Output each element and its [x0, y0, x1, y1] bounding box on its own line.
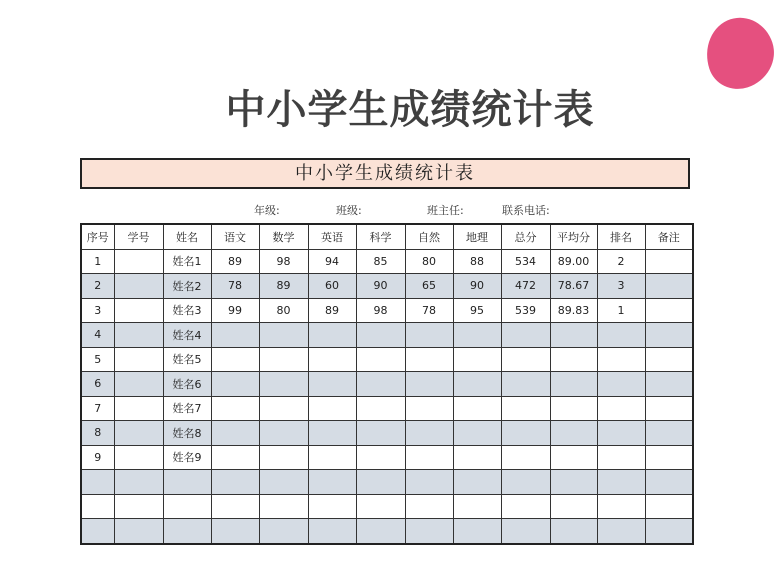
table-cell[interactable]: 89: [211, 249, 259, 274]
table-cell[interactable]: [645, 347, 693, 372]
table-cell[interactable]: [356, 347, 405, 372]
table-cell[interactable]: [645, 372, 693, 397]
table-cell[interactable]: [405, 421, 453, 446]
table-cell[interactable]: [550, 445, 597, 470]
table-cell[interactable]: [211, 396, 259, 421]
table-cell[interactable]: [308, 519, 356, 544]
table-cell[interactable]: [597, 323, 645, 348]
table-cell[interactable]: [356, 494, 405, 519]
table-cell[interactable]: [550, 421, 597, 446]
sheet-title: 中小学生成绩统计表: [80, 158, 690, 189]
table-cell[interactable]: [645, 298, 693, 323]
table-cell[interactable]: 4: [81, 323, 114, 348]
table-cell[interactable]: 3: [597, 274, 645, 299]
table-cell[interactable]: [114, 494, 163, 519]
table-cell[interactable]: [645, 470, 693, 495]
table-cell[interactable]: [550, 494, 597, 519]
table-cell[interactable]: [645, 421, 693, 446]
table-cell[interactable]: 89.00: [550, 249, 597, 274]
table-cell[interactable]: [308, 421, 356, 446]
table-cell[interactable]: [550, 372, 597, 397]
table-cell[interactable]: 90: [453, 274, 501, 299]
table-cell[interactable]: [211, 347, 259, 372]
table-cell[interactable]: [356, 445, 405, 470]
table-cell[interactable]: 89.83: [550, 298, 597, 323]
column-header: 科学: [356, 224, 405, 249]
table-cell[interactable]: [405, 323, 453, 348]
table-cell[interactable]: [405, 347, 453, 372]
table-cell[interactable]: [211, 323, 259, 348]
table-cell[interactable]: 1: [597, 298, 645, 323]
table-cell[interactable]: 80: [259, 298, 308, 323]
table-cell[interactable]: [405, 494, 453, 519]
table-row: [81, 519, 693, 544]
table-cell[interactable]: 98: [356, 298, 405, 323]
table-cell[interactable]: 60: [308, 274, 356, 299]
column-header: 总分: [501, 224, 550, 249]
table-cell[interactable]: [453, 445, 501, 470]
table-cell[interactable]: [81, 519, 114, 544]
table-cell[interactable]: [211, 421, 259, 446]
column-header: 英语: [308, 224, 356, 249]
table-cell[interactable]: 姓名2: [163, 274, 211, 299]
table-cell[interactable]: 姓名6: [163, 372, 211, 397]
table-cell[interactable]: [356, 470, 405, 495]
table-cell[interactable]: 姓名8: [163, 421, 211, 446]
table-cell[interactable]: 2: [597, 249, 645, 274]
table-cell[interactable]: [453, 323, 501, 348]
table-cell[interactable]: [259, 519, 308, 544]
table-cell[interactable]: 98: [259, 249, 308, 274]
table-cell[interactable]: [550, 396, 597, 421]
column-header: 数学: [259, 224, 308, 249]
table-cell[interactable]: [453, 470, 501, 495]
table-row: [81, 445, 693, 470]
table-cell[interactable]: [114, 470, 163, 495]
table-cell[interactable]: 3: [81, 298, 114, 323]
table-cell[interactable]: [356, 421, 405, 446]
grade-label: 年级:: [254, 204, 280, 217]
table-row: [81, 249, 693, 274]
table-cell[interactable]: [550, 519, 597, 544]
table-cell[interactable]: [308, 372, 356, 397]
phone-label: 联系电话:: [502, 204, 550, 217]
table-cell[interactable]: [597, 372, 645, 397]
table-cell[interactable]: [597, 347, 645, 372]
table-cell[interactable]: [405, 445, 453, 470]
table-row: [81, 347, 693, 372]
table-cell[interactable]: [550, 323, 597, 348]
column-header: 自然: [405, 224, 453, 249]
column-header: 语文: [211, 224, 259, 249]
table-cell[interactable]: 1: [81, 249, 114, 274]
table-cell[interactable]: [114, 445, 163, 470]
table-cell[interactable]: 姓名5: [163, 347, 211, 372]
column-header: 姓名: [163, 224, 211, 249]
table-cell[interactable]: 78.67: [550, 274, 597, 299]
table-cell[interactable]: [597, 494, 645, 519]
table-cell[interactable]: [501, 347, 550, 372]
table-cell[interactable]: [356, 323, 405, 348]
table-cell[interactable]: [259, 323, 308, 348]
table-row: [81, 298, 693, 323]
table-cell[interactable]: 6: [81, 372, 114, 397]
table-cell[interactable]: [259, 445, 308, 470]
table-cell[interactable]: [597, 470, 645, 495]
table-row: [81, 470, 693, 495]
table-cell[interactable]: [163, 494, 211, 519]
table-cell[interactable]: [308, 445, 356, 470]
table-cell[interactable]: 姓名9: [163, 445, 211, 470]
table-cell[interactable]: [405, 470, 453, 495]
table-cell[interactable]: [114, 421, 163, 446]
table-cell[interactable]: [453, 372, 501, 397]
grades-table: [80, 223, 694, 545]
table-cell[interactable]: 姓名1: [163, 249, 211, 274]
header-row: [81, 224, 693, 249]
table-cell[interactable]: 94: [308, 249, 356, 274]
table-cell[interactable]: [453, 347, 501, 372]
table-cell[interactable]: [645, 519, 693, 544]
table-cell[interactable]: [308, 347, 356, 372]
column-header: 排名: [597, 224, 645, 249]
table-cell[interactable]: 85: [356, 249, 405, 274]
table-cell[interactable]: [114, 323, 163, 348]
table-cell[interactable]: [645, 445, 693, 470]
table-cell[interactable]: 534: [501, 249, 550, 274]
table-cell[interactable]: [597, 396, 645, 421]
column-header: 平均分: [550, 224, 597, 249]
table-cell[interactable]: [114, 298, 163, 323]
table-row: [81, 396, 693, 421]
table-row: [81, 323, 693, 348]
table-cell[interactable]: [114, 396, 163, 421]
table-cell[interactable]: [308, 470, 356, 495]
column-header: 序号: [81, 224, 114, 249]
table-cell[interactable]: [501, 396, 550, 421]
table-cell[interactable]: 7: [81, 396, 114, 421]
table-row: [81, 421, 693, 446]
table-cell[interactable]: [259, 347, 308, 372]
table-cell[interactable]: [81, 470, 114, 495]
table-cell[interactable]: 78: [211, 274, 259, 299]
table-cell[interactable]: [645, 396, 693, 421]
table-cell[interactable]: [645, 274, 693, 299]
table-cell[interactable]: [259, 372, 308, 397]
table-cell[interactable]: [645, 323, 693, 348]
teacher-label: 班主任:: [427, 204, 464, 217]
table-cell[interactable]: [405, 519, 453, 544]
table-row: [81, 494, 693, 519]
table-cell[interactable]: 8: [81, 421, 114, 446]
table-cell[interactable]: [453, 396, 501, 421]
table-cell[interactable]: [501, 445, 550, 470]
table-cell[interactable]: [501, 421, 550, 446]
table-cell[interactable]: [597, 421, 645, 446]
table-cell[interactable]: [501, 372, 550, 397]
table-cell[interactable]: [114, 347, 163, 372]
table-cell[interactable]: [597, 519, 645, 544]
table-row: [81, 274, 693, 299]
table-cell[interactable]: 88: [453, 249, 501, 274]
table-cell[interactable]: [114, 372, 163, 397]
table-cell[interactable]: [356, 396, 405, 421]
table-cell[interactable]: [259, 494, 308, 519]
table-cell[interactable]: [308, 323, 356, 348]
table-cell[interactable]: 80: [405, 249, 453, 274]
table-cell[interactable]: [81, 494, 114, 519]
table-cell[interactable]: [211, 445, 259, 470]
table-cell[interactable]: [405, 372, 453, 397]
table-cell[interactable]: [163, 519, 211, 544]
table-cell[interactable]: [550, 470, 597, 495]
table-cell[interactable]: [308, 396, 356, 421]
table-cell[interactable]: [597, 445, 645, 470]
table-cell[interactable]: 5: [81, 347, 114, 372]
table-cell[interactable]: 78: [405, 298, 453, 323]
table-cell[interactable]: [453, 494, 501, 519]
class-label: 班级:: [336, 204, 362, 217]
table-cell[interactable]: [405, 396, 453, 421]
table-cell[interactable]: 95: [453, 298, 501, 323]
column-header: 备注: [645, 224, 693, 249]
table-row: [81, 372, 693, 397]
table-cell[interactable]: [645, 494, 693, 519]
table-cell[interactable]: [308, 494, 356, 519]
table-cell[interactable]: 65: [405, 274, 453, 299]
table-cell[interactable]: 9: [81, 445, 114, 470]
table-cell[interactable]: [501, 470, 550, 495]
column-header: 学号: [114, 224, 163, 249]
table-cell[interactable]: [550, 347, 597, 372]
table-cell[interactable]: [211, 372, 259, 397]
table-cell[interactable]: [453, 519, 501, 544]
table-cell[interactable]: [211, 470, 259, 495]
table-cell[interactable]: 90: [356, 274, 405, 299]
table-cell[interactable]: [259, 421, 308, 446]
table-cell[interactable]: [114, 519, 163, 544]
table-cell[interactable]: [356, 519, 405, 544]
table-cell[interactable]: [501, 323, 550, 348]
table-cell[interactable]: [211, 519, 259, 544]
table-cell[interactable]: [114, 249, 163, 274]
table-cell[interactable]: 99: [211, 298, 259, 323]
table-cell[interactable]: 89: [308, 298, 356, 323]
table-cell[interactable]: [501, 519, 550, 544]
table-cell[interactable]: 姓名7: [163, 396, 211, 421]
table-cell[interactable]: [211, 494, 259, 519]
table-cell[interactable]: [259, 396, 308, 421]
table-cell[interactable]: [114, 274, 163, 299]
table-cell[interactable]: [356, 372, 405, 397]
column-header: 地理: [453, 224, 501, 249]
table-cell[interactable]: 姓名3: [163, 298, 211, 323]
table-cell[interactable]: 2: [81, 274, 114, 299]
table-cell[interactable]: [163, 470, 211, 495]
page-title: 中小学生成绩统计表: [225, 87, 595, 133]
table-cell[interactable]: 539: [501, 298, 550, 323]
table-cell[interactable]: [453, 421, 501, 446]
table-cell[interactable]: 姓名4: [163, 323, 211, 348]
table-cell[interactable]: 89: [259, 274, 308, 299]
table-cell[interactable]: [259, 470, 308, 495]
table-cell[interactable]: [501, 494, 550, 519]
table-cell[interactable]: [645, 249, 693, 274]
table-cell[interactable]: 472: [501, 274, 550, 299]
